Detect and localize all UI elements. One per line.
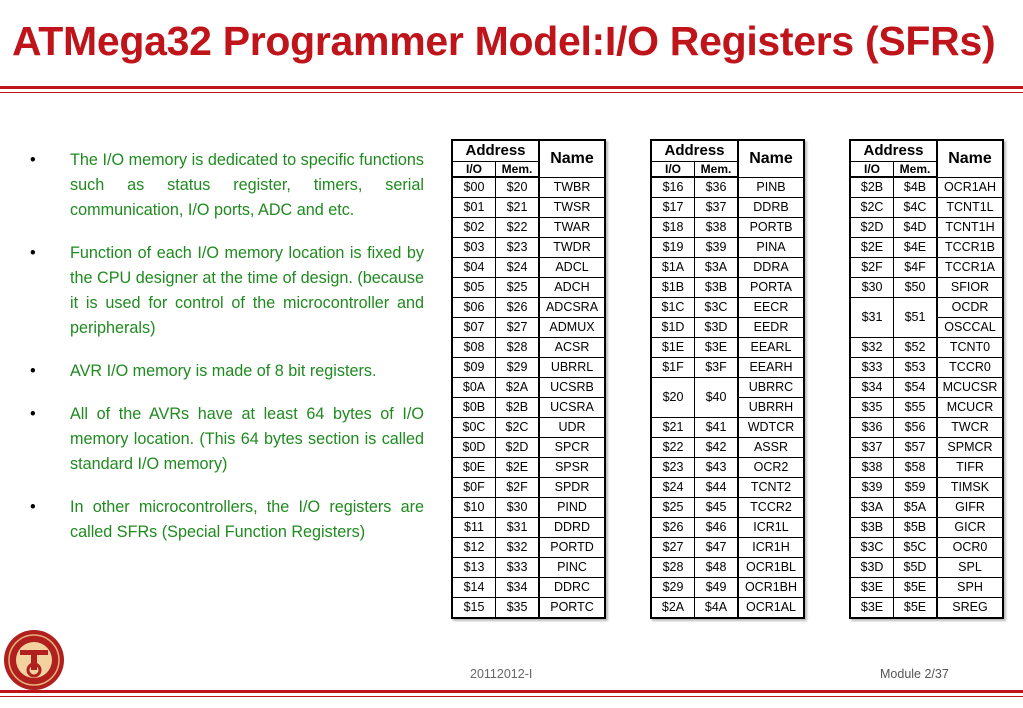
io-address: $2F <box>850 258 894 278</box>
mem-address: $56 <box>894 418 938 438</box>
table-row <box>850 498 1003 518</box>
io-address: $25 <box>651 498 695 518</box>
io-address: $34 <box>850 378 894 398</box>
io-address: $1E <box>651 338 695 358</box>
table-row <box>850 598 1003 619</box>
table-row <box>651 418 804 438</box>
io-address: $16 <box>651 177 695 198</box>
io-address: $09 <box>452 358 496 378</box>
table-row <box>452 278 605 298</box>
table-row <box>850 198 1003 218</box>
mem-address: $4E <box>894 238 938 258</box>
table-row <box>850 218 1003 238</box>
io-address: $2A <box>651 598 695 619</box>
mem-address: $45 <box>695 498 739 518</box>
bullet-list <box>30 148 424 563</box>
register-name: SREG <box>937 598 1003 619</box>
mem-address: $4A <box>695 598 739 619</box>
io-address: $23 <box>651 458 695 478</box>
io-address: $04 <box>452 258 496 278</box>
register-name: TCNT1H <box>937 218 1003 238</box>
table-row <box>651 558 804 578</box>
footer-divider-thin <box>0 696 1023 697</box>
mem-address: $3E <box>695 338 739 358</box>
table-row <box>850 438 1003 458</box>
mem-address: $51 <box>894 298 938 338</box>
register-name: OCR2 <box>738 458 804 478</box>
register-name: PIND <box>539 498 605 518</box>
io-address: $28 <box>651 558 695 578</box>
mem-address: $50 <box>894 278 938 298</box>
mem-address: $27 <box>496 318 540 338</box>
register-name: PINC <box>539 558 605 578</box>
bullet-text: All of the AVRs have at least 64 bytes of I/O memory location. (This 64 bytes section is called standard I/O memory) <box>70 405 424 473</box>
table-row <box>651 598 804 619</box>
register-name: OSCCAL <box>937 318 1003 338</box>
io-address: $18 <box>651 218 695 238</box>
table-row <box>452 418 605 438</box>
mem-header: Mem. <box>496 162 540 178</box>
register-name: ADCH <box>539 278 605 298</box>
io-address: $38 <box>850 458 894 478</box>
io-address: $0F <box>452 478 496 498</box>
register-name: MCUCR <box>937 398 1003 418</box>
address-header: Address <box>651 140 738 162</box>
table-row <box>452 398 605 418</box>
table-row <box>651 378 804 398</box>
register-name: TCNT0 <box>937 338 1003 358</box>
register-name: TIFR <box>937 458 1003 478</box>
table-row <box>452 498 605 518</box>
mem-address: $5B <box>894 518 938 538</box>
table-row <box>452 177 605 198</box>
register-name: UCSRA <box>539 398 605 418</box>
table-row <box>452 478 605 498</box>
table-row <box>850 258 1003 278</box>
io-address: $33 <box>850 358 894 378</box>
io-address: $1A <box>651 258 695 278</box>
register-name: UCSRB <box>539 378 605 398</box>
mem-address: $5C <box>894 538 938 558</box>
table-row <box>651 177 804 198</box>
mem-address: $29 <box>496 358 540 378</box>
io-address: $19 <box>651 238 695 258</box>
mem-address: $4B <box>894 177 938 198</box>
io-address: $3A <box>850 498 894 518</box>
mem-address: $20 <box>496 177 540 198</box>
register-name: OCR0 <box>937 538 1003 558</box>
table-row <box>452 578 605 598</box>
register-table-3 <box>849 139 1004 619</box>
register-name: DDRA <box>738 258 804 278</box>
bullet-item: • Function of each I/O memory location is fixed by the CPU designer at the time of design. (because it is used for control of the microcontroller and peripherals) <box>30 244 424 337</box>
table-row <box>452 238 605 258</box>
register-name: OCR1AH <box>937 177 1003 198</box>
table-row <box>850 398 1003 418</box>
register-name: OCDR <box>937 298 1003 318</box>
table-row <box>850 378 1003 398</box>
slide-title: ATMega32 Programmer Model:I/O Registers (SFRs) <box>12 18 996 64</box>
table-row <box>850 298 1003 318</box>
mem-address: $25 <box>496 278 540 298</box>
table-row <box>850 418 1003 438</box>
bullet-text: The I/O memory is dedicated to specific functions such as status register, timers, serial communication, I/O ports, ADC and etc. <box>70 151 424 219</box>
mem-address: $5E <box>894 598 938 619</box>
table-row <box>850 558 1003 578</box>
register-name: EEARH <box>738 358 804 378</box>
table-row <box>452 378 605 398</box>
table-row <box>850 578 1003 598</box>
io-address: $00 <box>452 177 496 198</box>
mem-address: $4C <box>894 198 938 218</box>
io-address: $32 <box>850 338 894 358</box>
io-address: $0C <box>452 418 496 438</box>
io-address: $27 <box>651 538 695 558</box>
mem-address: $2E <box>496 458 540 478</box>
register-name: SPDR <box>539 478 605 498</box>
register-table-2 <box>650 139 805 619</box>
mem-address: $2D <box>496 438 540 458</box>
mem-address: $48 <box>695 558 739 578</box>
mem-address: $5D <box>894 558 938 578</box>
bullet-item: • AVR I/O memory is made of 8 bit registers. <box>30 362 377 380</box>
table-row <box>651 218 804 238</box>
register-name: ICR1L <box>738 518 804 538</box>
name-header: Name <box>937 140 1003 177</box>
io-address: $26 <box>651 518 695 538</box>
io-address: $01 <box>452 198 496 218</box>
table-row <box>651 358 804 378</box>
mem-address: $23 <box>496 238 540 258</box>
register-name: MCUCSR <box>937 378 1003 398</box>
mem-address: $41 <box>695 418 739 438</box>
register-name: ADCL <box>539 258 605 278</box>
register-name: PORTB <box>738 218 804 238</box>
mem-address: $3D <box>695 318 739 338</box>
register-name: TCCR1B <box>937 238 1003 258</box>
register-name: SPSR <box>539 458 605 478</box>
register-name: OCR1AL <box>738 598 804 619</box>
register-name: TWCR <box>937 418 1003 438</box>
table-row <box>452 558 605 578</box>
mem-address: $38 <box>695 218 739 238</box>
table-row <box>452 598 605 619</box>
mem-address: $34 <box>496 578 540 598</box>
register-name: UBRRL <box>539 358 605 378</box>
io-address: $14 <box>452 578 496 598</box>
title-divider <box>0 86 1023 89</box>
io-address: $3D <box>850 558 894 578</box>
table-row <box>452 198 605 218</box>
mem-address: $24 <box>496 258 540 278</box>
register-name: DDRB <box>738 198 804 218</box>
mem-address: $43 <box>695 458 739 478</box>
address-header: Address <box>850 140 937 162</box>
mem-address: $4D <box>894 218 938 238</box>
mem-address: $2C <box>496 418 540 438</box>
register-name: SPL <box>937 558 1003 578</box>
io-address: $02 <box>452 218 496 238</box>
io-address: $35 <box>850 398 894 418</box>
mem-address: $37 <box>695 198 739 218</box>
io-address: $1F <box>651 358 695 378</box>
table-row <box>850 538 1003 558</box>
mem-address: $36 <box>695 177 739 198</box>
register-name: TWAR <box>539 218 605 238</box>
io-address: $2B <box>850 177 894 198</box>
register-name: WDTCR <box>738 418 804 438</box>
mem-address: $26 <box>496 298 540 318</box>
mem-address: $2F <box>496 478 540 498</box>
table-row <box>651 518 804 538</box>
io-address: $20 <box>651 378 695 418</box>
table-row <box>651 438 804 458</box>
io-address: $06 <box>452 298 496 318</box>
name-header: Name <box>539 140 605 177</box>
io-address: $22 <box>651 438 695 458</box>
mem-address: $49 <box>695 578 739 598</box>
table-row <box>452 458 605 478</box>
table-row <box>452 538 605 558</box>
register-name: UBRRH <box>738 398 804 418</box>
mem-header: Mem. <box>894 162 938 178</box>
io-address: $13 <box>452 558 496 578</box>
io-address: $29 <box>651 578 695 598</box>
io-address: $1C <box>651 298 695 318</box>
io-address: $0A <box>452 378 496 398</box>
title-divider-thin <box>0 92 1023 93</box>
io-address: $36 <box>850 418 894 438</box>
register-name: PINB <box>738 177 804 198</box>
mem-address: $4F <box>894 258 938 278</box>
mem-address: $3B <box>695 278 739 298</box>
footer-page-number: Module 2/37 <box>880 667 949 681</box>
register-name: SPCR <box>539 438 605 458</box>
io-address: $15 <box>452 598 496 619</box>
table-row <box>452 218 605 238</box>
table-row <box>651 298 804 318</box>
register-name: DDRD <box>539 518 605 538</box>
address-header: Address <box>452 140 539 162</box>
io-address: $39 <box>850 478 894 498</box>
mem-address: $5E <box>894 578 938 598</box>
table-row <box>850 458 1003 478</box>
register-name: UDR <box>539 418 605 438</box>
register-name: TWDR <box>539 238 605 258</box>
mem-address: $21 <box>496 198 540 218</box>
io-address: $12 <box>452 538 496 558</box>
footer-date: 20112012-I <box>470 667 533 681</box>
table-row <box>651 458 804 478</box>
mem-address: $2A <box>496 378 540 398</box>
name-header: Name <box>738 140 804 177</box>
register-name: TCCR2 <box>738 498 804 518</box>
io-address: $24 <box>651 478 695 498</box>
mem-address: $35 <box>496 598 540 619</box>
footer-divider <box>0 690 1023 693</box>
io-address: $2C <box>850 198 894 218</box>
table-row <box>651 278 804 298</box>
mem-address: $40 <box>695 378 739 418</box>
table-row <box>651 338 804 358</box>
mem-address: $46 <box>695 518 739 538</box>
io-address: $11 <box>452 518 496 538</box>
table-row <box>651 578 804 598</box>
mem-address: $53 <box>894 358 938 378</box>
table-row <box>452 298 605 318</box>
table-row <box>651 538 804 558</box>
mem-address: $5A <box>894 498 938 518</box>
table-row <box>452 318 605 338</box>
register-name: SFIOR <box>937 278 1003 298</box>
io-address: $10 <box>452 498 496 518</box>
register-name: TIMSK <box>937 478 1003 498</box>
table-row <box>850 358 1003 378</box>
io-address: $3B <box>850 518 894 538</box>
io-address: $30 <box>850 278 894 298</box>
mem-address: $42 <box>695 438 739 458</box>
io-address: $03 <box>452 238 496 258</box>
io-address: $08 <box>452 338 496 358</box>
table-row <box>452 438 605 458</box>
register-name: PORTA <box>738 278 804 298</box>
mem-address: $3F <box>695 358 739 378</box>
mem-address: $54 <box>894 378 938 398</box>
register-name: ADCSRA <box>539 298 605 318</box>
table-row <box>850 278 1003 298</box>
io-address: $31 <box>850 298 894 338</box>
register-name: ICR1H <box>738 538 804 558</box>
table-row <box>452 518 605 538</box>
university-seal-icon <box>2 628 66 692</box>
io-address: $07 <box>452 318 496 338</box>
io-address: $0B <box>452 398 496 418</box>
io-address: $17 <box>651 198 695 218</box>
mem-address: $44 <box>695 478 739 498</box>
io-address: $3C <box>850 538 894 558</box>
mem-address: $3A <box>695 258 739 278</box>
io-address: $37 <box>850 438 894 458</box>
mem-address: $31 <box>496 518 540 538</box>
io-header: I/O <box>452 162 496 178</box>
mem-address: $59 <box>894 478 938 498</box>
mem-address: $33 <box>496 558 540 578</box>
register-name: ACSR <box>539 338 605 358</box>
io-address: $3E <box>850 598 894 619</box>
table-row <box>850 238 1003 258</box>
register-name: TWSR <box>539 198 605 218</box>
register-name: PORTD <box>539 538 605 558</box>
table-row <box>850 478 1003 498</box>
mem-address: $32 <box>496 538 540 558</box>
io-header: I/O <box>850 162 894 178</box>
io-address: $0E <box>452 458 496 478</box>
mem-address: $22 <box>496 218 540 238</box>
register-table-1 <box>451 139 606 619</box>
mem-address: $3C <box>695 298 739 318</box>
io-address: $2E <box>850 238 894 258</box>
register-name: EEDR <box>738 318 804 338</box>
table-row <box>651 498 804 518</box>
mem-address: $47 <box>695 538 739 558</box>
mem-address: $2B <box>496 398 540 418</box>
io-address: $05 <box>452 278 496 298</box>
io-address: $21 <box>651 418 695 438</box>
mem-address: $57 <box>894 438 938 458</box>
register-name: SPH <box>937 578 1003 598</box>
register-name: DDRC <box>539 578 605 598</box>
table-row <box>452 338 605 358</box>
register-name: OCR1BH <box>738 578 804 598</box>
bullet-text: AVR I/O memory is made of 8 bit registers. <box>70 362 377 380</box>
table-row <box>850 177 1003 198</box>
table-row <box>651 258 804 278</box>
bullet-item: • All of the AVRs have at least 64 bytes of I/O memory location. (This 64 bytes section is called standard I/O memory) <box>30 405 424 473</box>
mem-address: $28 <box>496 338 540 358</box>
io-address: $1D <box>651 318 695 338</box>
table-row <box>651 198 804 218</box>
io-header: I/O <box>651 162 695 178</box>
bullet-item: • In other microcontrollers, the I/O registers are called SFRs (Special Function Registers) <box>30 498 424 541</box>
register-name: ADMUX <box>539 318 605 338</box>
register-name: TCNT2 <box>738 478 804 498</box>
table-row <box>850 338 1003 358</box>
bullet-item: • The I/O memory is dedicated to specific functions such as status register, timers, serial communication, I/O ports, ADC and etc. <box>30 151 424 219</box>
register-name: TCCR1A <box>937 258 1003 278</box>
io-address: $3E <box>850 578 894 598</box>
bullet-text: Function of each I/O memory location is fixed by the CPU designer at the time of design. (because it is used for control of the microcontroller and peripherals) <box>70 244 424 337</box>
mem-address: $58 <box>894 458 938 478</box>
register-name: SPMCR <box>937 438 1003 458</box>
table-row <box>452 358 605 378</box>
table-row <box>452 258 605 278</box>
register-name: TCNT1L <box>937 198 1003 218</box>
register-name: GICR <box>937 518 1003 538</box>
register-name: TWBR <box>539 177 605 198</box>
mem-address: $30 <box>496 498 540 518</box>
register-name: OCR1BL <box>738 558 804 578</box>
mem-address: $52 <box>894 338 938 358</box>
mem-header: Mem. <box>695 162 739 178</box>
io-address: $2D <box>850 218 894 238</box>
register-name: PORTC <box>539 598 605 619</box>
register-name: EECR <box>738 298 804 318</box>
bullet-text: In other microcontrollers, the I/O registers are called SFRs (Special Function Registers) <box>70 498 424 541</box>
register-name: EEARL <box>738 338 804 358</box>
table-row <box>651 238 804 258</box>
register-name: TCCR0 <box>937 358 1003 378</box>
register-name: UBRRC <box>738 378 804 398</box>
io-address: $0D <box>452 438 496 458</box>
mem-address: $39 <box>695 238 739 258</box>
table-row <box>850 518 1003 538</box>
register-name: ASSR <box>738 438 804 458</box>
register-name: GIFR <box>937 498 1003 518</box>
table-row <box>651 478 804 498</box>
io-address: $1B <box>651 278 695 298</box>
table-row <box>651 318 804 338</box>
register-name: PINA <box>738 238 804 258</box>
mem-address: $55 <box>894 398 938 418</box>
